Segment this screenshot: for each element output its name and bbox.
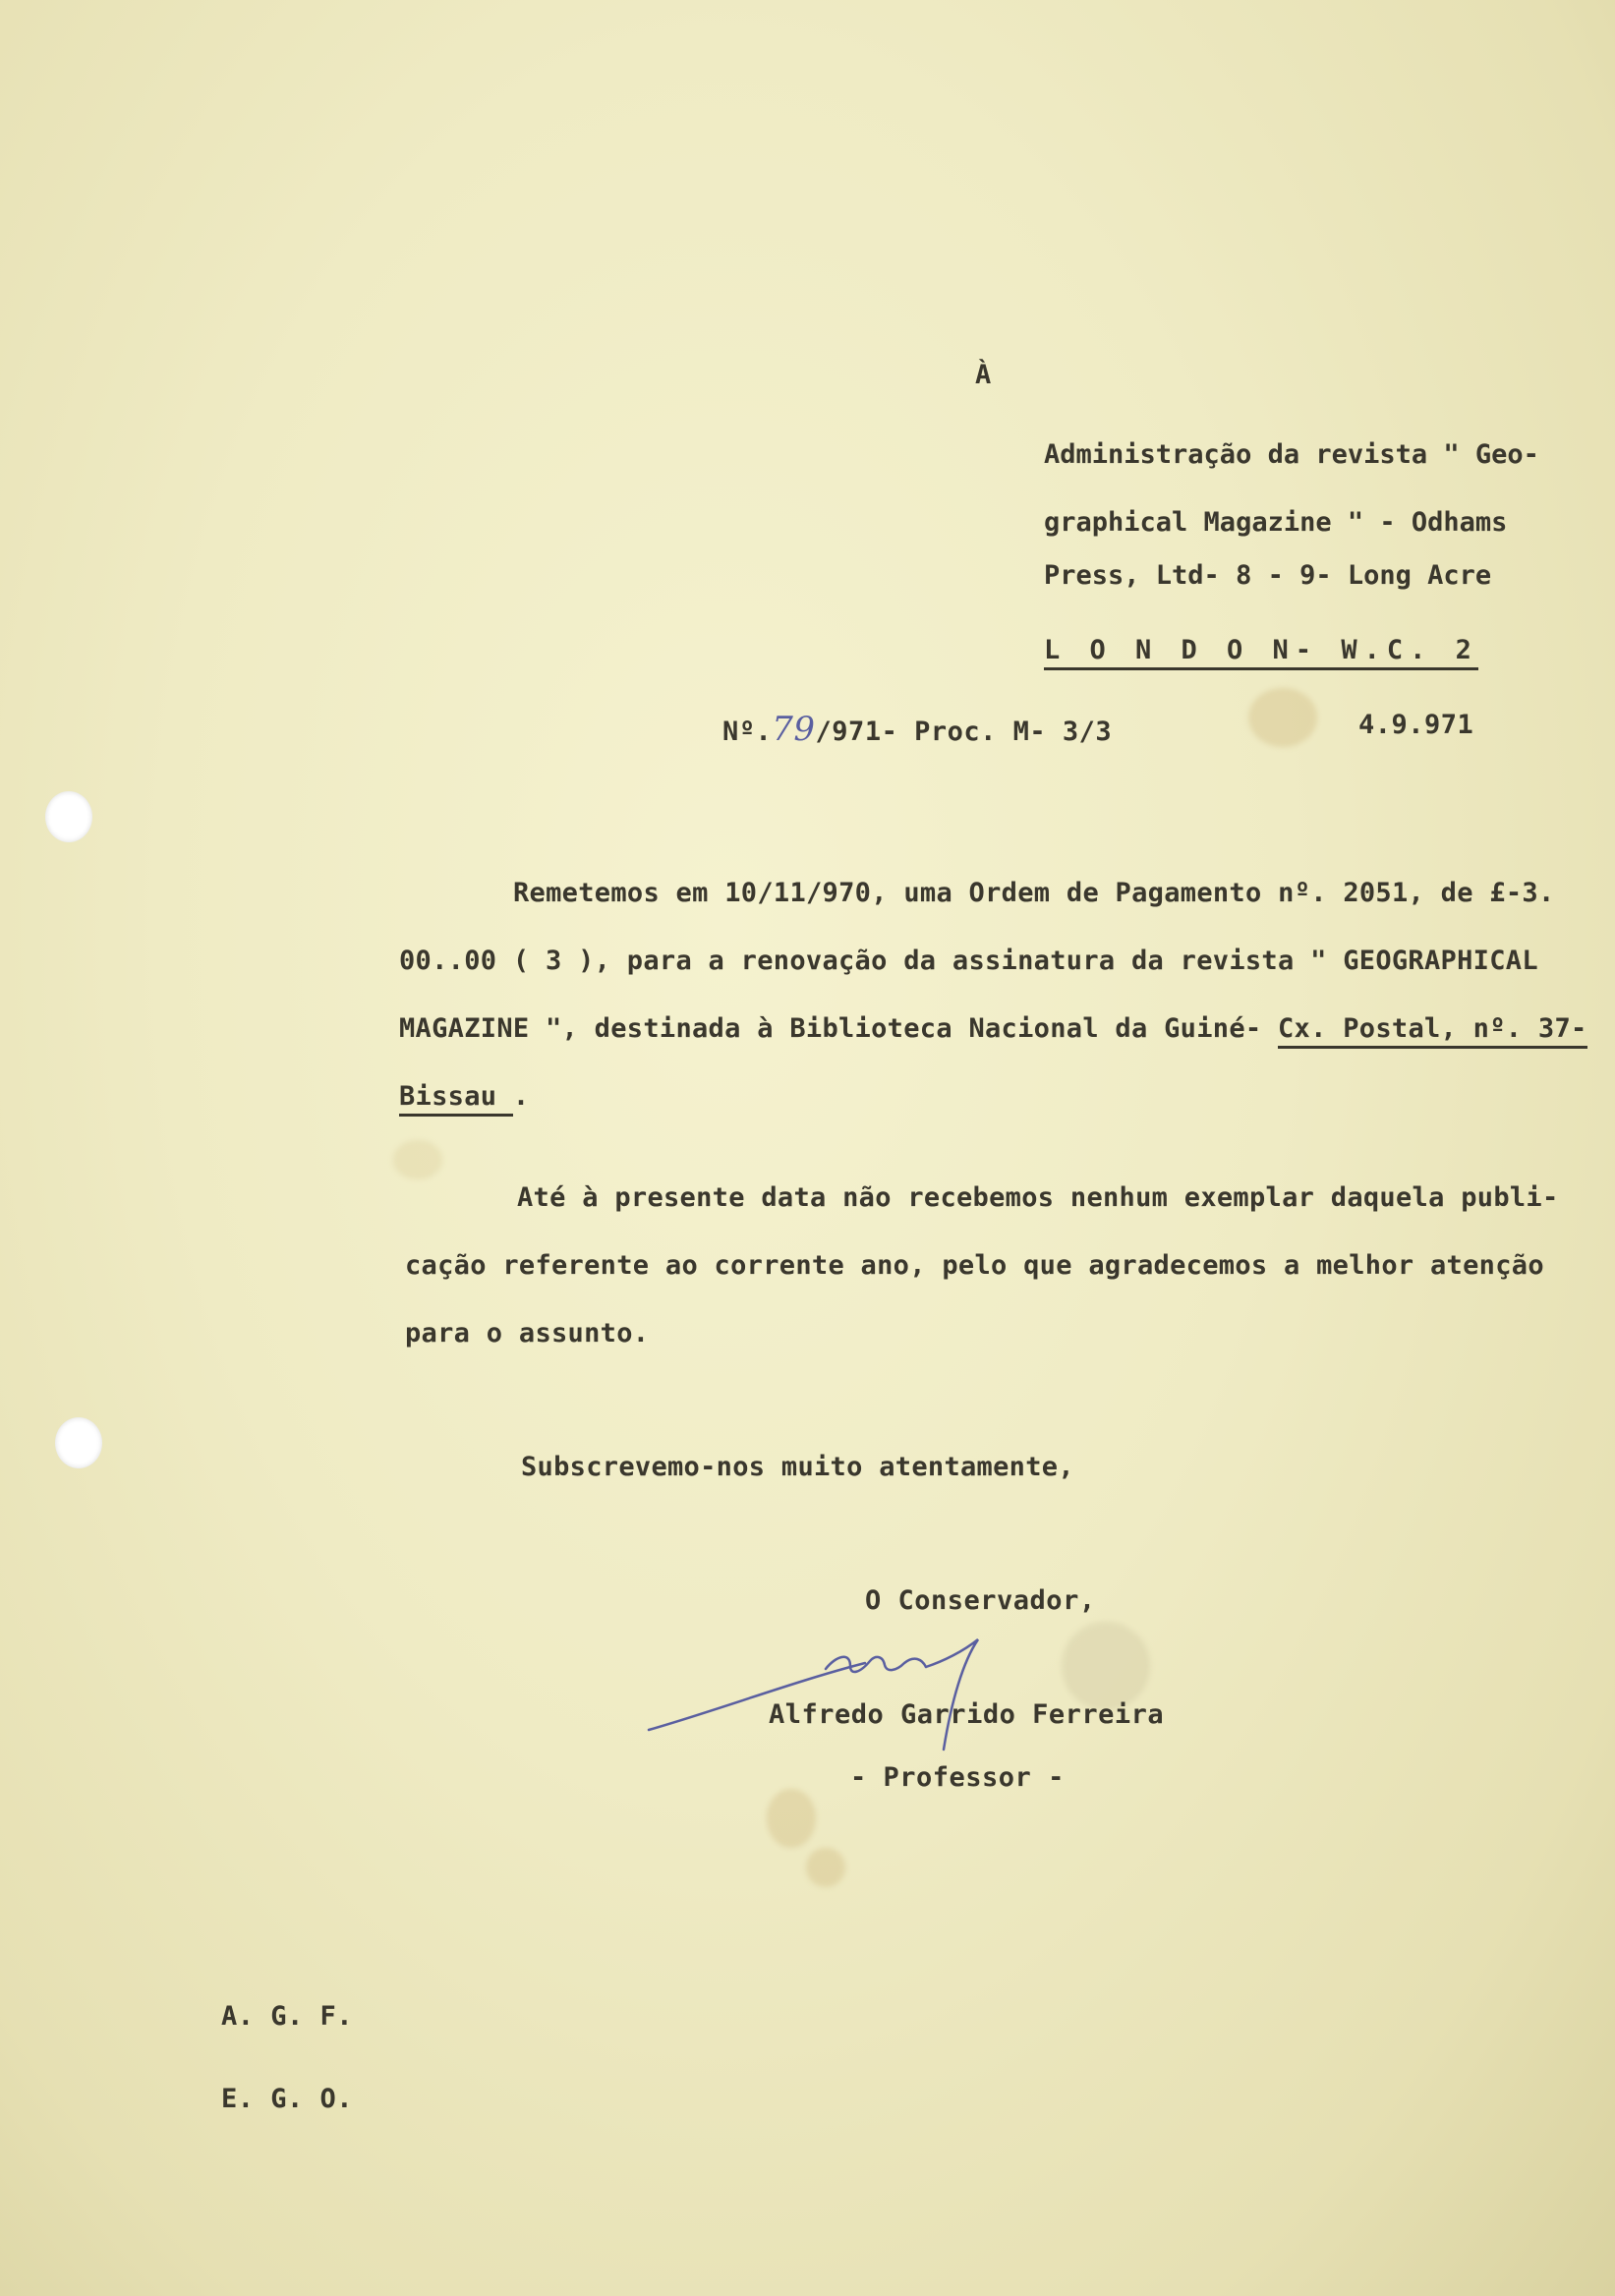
- stain: [1062, 1622, 1150, 1710]
- punch-hole: [55, 1417, 102, 1468]
- body-p2-line-3: para o assunto.: [405, 1318, 650, 1349]
- postal-box: Cx. Postal, nº. 37-: [1278, 1013, 1587, 1049]
- salutation: À: [975, 360, 992, 390]
- address-city: [1044, 635, 1478, 665]
- body-p1-period: .: [512, 1081, 530, 1112]
- body-p1-line-2: 00..00 ( 3 ), para a renovação da assinatura da revista " GEOGRAPHICAL: [399, 946, 1538, 976]
- body-p2-line-1: Até à presente data não recebemos nenhum exemplar daquela publi-: [517, 1182, 1559, 1213]
- signatory-role: - Professor -: [850, 1762, 1065, 1793]
- stain: [806, 1848, 845, 1887]
- reference-suffix: /971- Proc. M- 3/3: [815, 717, 1113, 747]
- letter-date: 4.9.971: [1358, 710, 1474, 740]
- body-p1-line-1: Remetemos em 10/11/970, uma Ordem de Pagamento nº. 2051, de £-3.: [513, 878, 1555, 908]
- stain: [393, 1140, 442, 1179]
- handwritten-signature-icon: [639, 1622, 1071, 1759]
- address-city-text: L O N D O N- W.C. 2: [1044, 635, 1478, 670]
- reference-number: 79: [772, 710, 816, 749]
- address-line-2: graphical Magazine " - Odhams: [1044, 507, 1508, 538]
- initials-line-1: A. G. F.: [221, 2001, 354, 2032]
- body-p1-line-3: [399, 1013, 1587, 1044]
- body-p1-line-3-text: MAGAZINE ", destinada à Biblioteca Nacional da Guiné-: [399, 1013, 1278, 1044]
- reference-line: [722, 710, 1112, 749]
- signatory-title: O Conservador,: [865, 1585, 1096, 1616]
- body-p1-line-4: [399, 1081, 529, 1112]
- body-p2-line-2: cação referente ao corrente ano, pelo que agradecemos a melhor atenção: [405, 1250, 1544, 1281]
- reference-prefix: Nº.: [722, 717, 773, 747]
- stain: [1248, 688, 1317, 747]
- closing: Subscrevemo-nos muito atentamente,: [521, 1452, 1074, 1482]
- signatory-name: Alfredo Garrido Ferreira: [769, 1699, 1165, 1730]
- address-line-3: Press, Ltd- 8 - 9- Long Acre: [1044, 560, 1492, 591]
- city-bissau: Bissau: [399, 1081, 513, 1117]
- address-line-1: Administração da revista " Geo-: [1044, 439, 1539, 470]
- punch-hole: [45, 791, 92, 842]
- initials-line-2: E. G. O.: [221, 2084, 354, 2114]
- stain: [767, 1789, 816, 1848]
